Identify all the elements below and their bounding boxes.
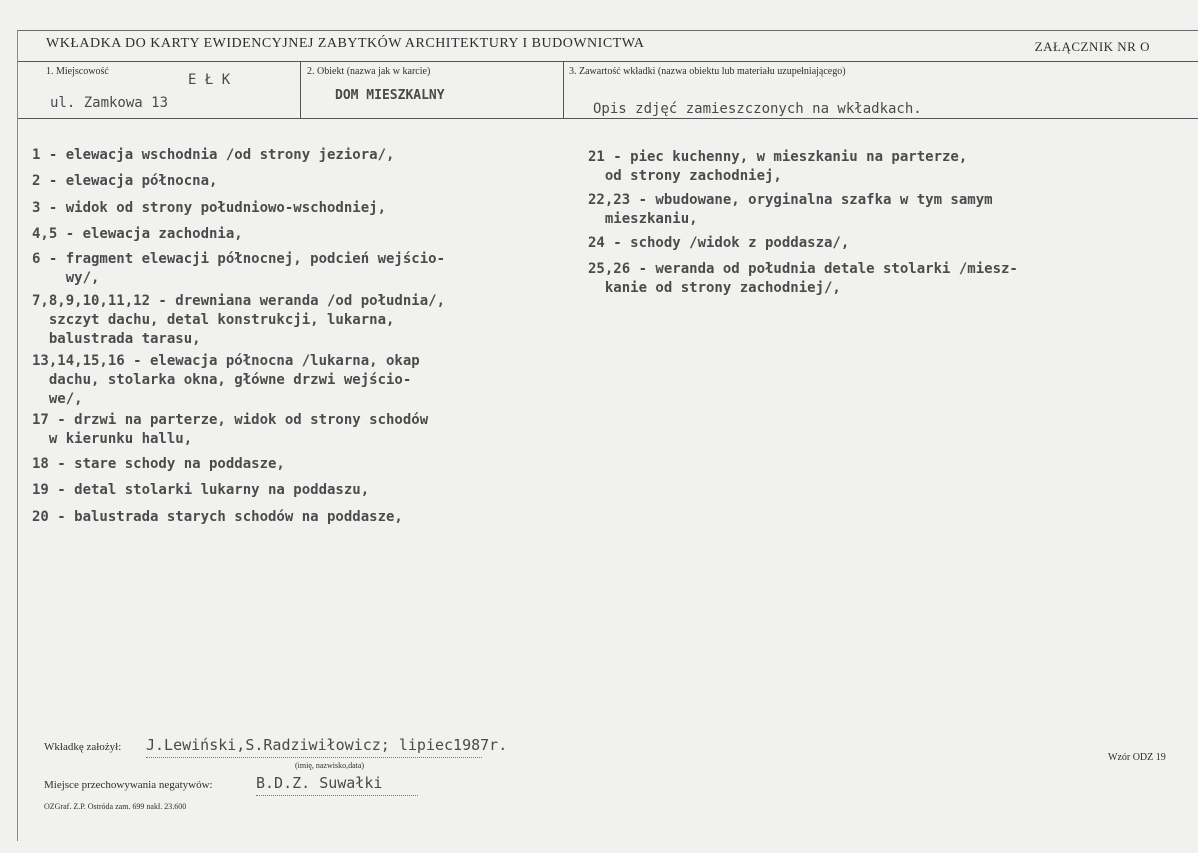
photo-list-line: 18 - stare schody na poddasze, xyxy=(32,456,285,472)
photo-list-line: 24 - schody /widok z poddasza/, xyxy=(588,235,850,251)
photo-list-item xyxy=(32,199,386,218)
field-divider-2 xyxy=(563,61,564,118)
photo-list-item xyxy=(32,225,243,244)
photo-list-line: we/, xyxy=(32,391,83,407)
photo-list-line: 19 - detal stolarki lukarny na poddaszu, xyxy=(32,482,370,498)
field-divider-1 xyxy=(300,61,301,118)
photo-list-line: 6 - fragment elewacji północnej, podcień wejścio- xyxy=(32,251,446,267)
street-value: ul. Zamkowa 13 xyxy=(50,95,169,111)
photo-list-line: mieszkaniu, xyxy=(588,211,698,227)
photo-list-item xyxy=(588,260,1018,298)
photo-list-item xyxy=(32,411,428,449)
photo-list-line: balustrada tarasu, xyxy=(32,331,201,347)
photo-list-item xyxy=(588,191,993,229)
photo-list-line: kanie od strony zachodniej/, xyxy=(588,280,841,296)
storage-label: Miejsce przechowywania negatywów: xyxy=(44,779,213,791)
photo-list-line: w kierunku hallu, xyxy=(32,431,193,447)
photo-list-line: 17 - drzwi na parterze, widok od strony schodów xyxy=(32,412,429,428)
photo-list-item xyxy=(32,508,403,527)
storage-value: B.D.Z. Suwałki xyxy=(256,774,383,792)
author-label: Wkładkę założył: xyxy=(44,741,122,753)
author-dotline xyxy=(146,756,482,758)
annex-number: ZAŁĄCZNIK NR O xyxy=(1034,39,1150,54)
photo-list-line: 25,26 - weranda od południa detale stolarki /miesz- xyxy=(588,261,1018,277)
photo-list-item xyxy=(32,250,445,288)
photo-list-line: 1 - elewacja wschodnia /od strony jeziora/, xyxy=(32,147,395,163)
photo-list-line: 2 - elewacja północna, xyxy=(32,173,218,189)
photo-list-line: szczyt dachu, detal konstrukcji, lukarna, xyxy=(32,312,395,328)
content-label: 3. Zawartość wkładki (nazwa obiektu lub materiału uzupełniającego) xyxy=(569,66,846,77)
photo-list-line: 20 - balustrada starych schodów na poddasze, xyxy=(32,509,403,525)
left-rule xyxy=(17,30,18,841)
author-caption: (imię, nazwisko,data) xyxy=(295,761,365,770)
storage-dotline xyxy=(256,794,418,796)
photo-list-item xyxy=(32,172,217,191)
object-value: DOM MIESZKALNY xyxy=(335,88,445,103)
place-label: 1. Miejscowość xyxy=(46,66,109,77)
object-label: 2. Obiekt (nazwa jak w karcie) xyxy=(307,66,431,77)
photo-list-line: 4,5 - elewacja zachodnia, xyxy=(32,226,243,242)
photo-list-item xyxy=(588,234,849,253)
printer-info: OZGraf. Z.P. Ostróda zam. 699 nakł. 23.600 xyxy=(44,802,187,811)
photo-list-line: 3 - widok od strony południowo-wschodniej, xyxy=(32,200,387,216)
photo-list-line: dachu, stolarka okna, główne drzwi wejścio- xyxy=(32,372,412,388)
top-rule xyxy=(18,30,1198,31)
photo-list-item xyxy=(32,455,285,474)
header-rule xyxy=(18,61,1198,62)
photo-list-item xyxy=(32,292,445,349)
photo-list-item xyxy=(32,352,420,409)
photo-list-line: od strony zachodniej, xyxy=(588,168,782,184)
photo-list-line: 7,8,9,10,11,12 - drewniana weranda /od południa/, xyxy=(32,293,446,309)
fields-bottom-rule xyxy=(18,118,1198,119)
author-value: J.Lewiński,S.Radziwiłowicz; lipiec1987r. xyxy=(146,736,508,754)
photo-list-item xyxy=(32,146,394,165)
place-value: E Ł K xyxy=(188,72,231,88)
photo-list-line: 21 - piec kuchenny, w mieszkaniu na parterze, xyxy=(588,149,968,165)
photo-list-item xyxy=(32,481,369,500)
photo-list-item xyxy=(588,148,967,186)
photo-list-line: 13,14,15,16 - elewacja północna /lukarna, okap xyxy=(32,353,420,369)
form-title: WKŁADKA DO KARTY EWIDENCYJNEJ ZABYTKÓW ARCHITEKTURY I BUDOWNICTWA xyxy=(46,36,645,51)
pattern-code: Wzór ODZ 19 xyxy=(1108,752,1166,763)
photo-list-line: 22,23 - wbudowane, oryginalna szafka w tym samym xyxy=(588,192,993,208)
photo-list-line: wy/, xyxy=(32,270,100,286)
content-value: Opis zdjęć zamieszczonych na wkładkach. xyxy=(593,101,922,117)
